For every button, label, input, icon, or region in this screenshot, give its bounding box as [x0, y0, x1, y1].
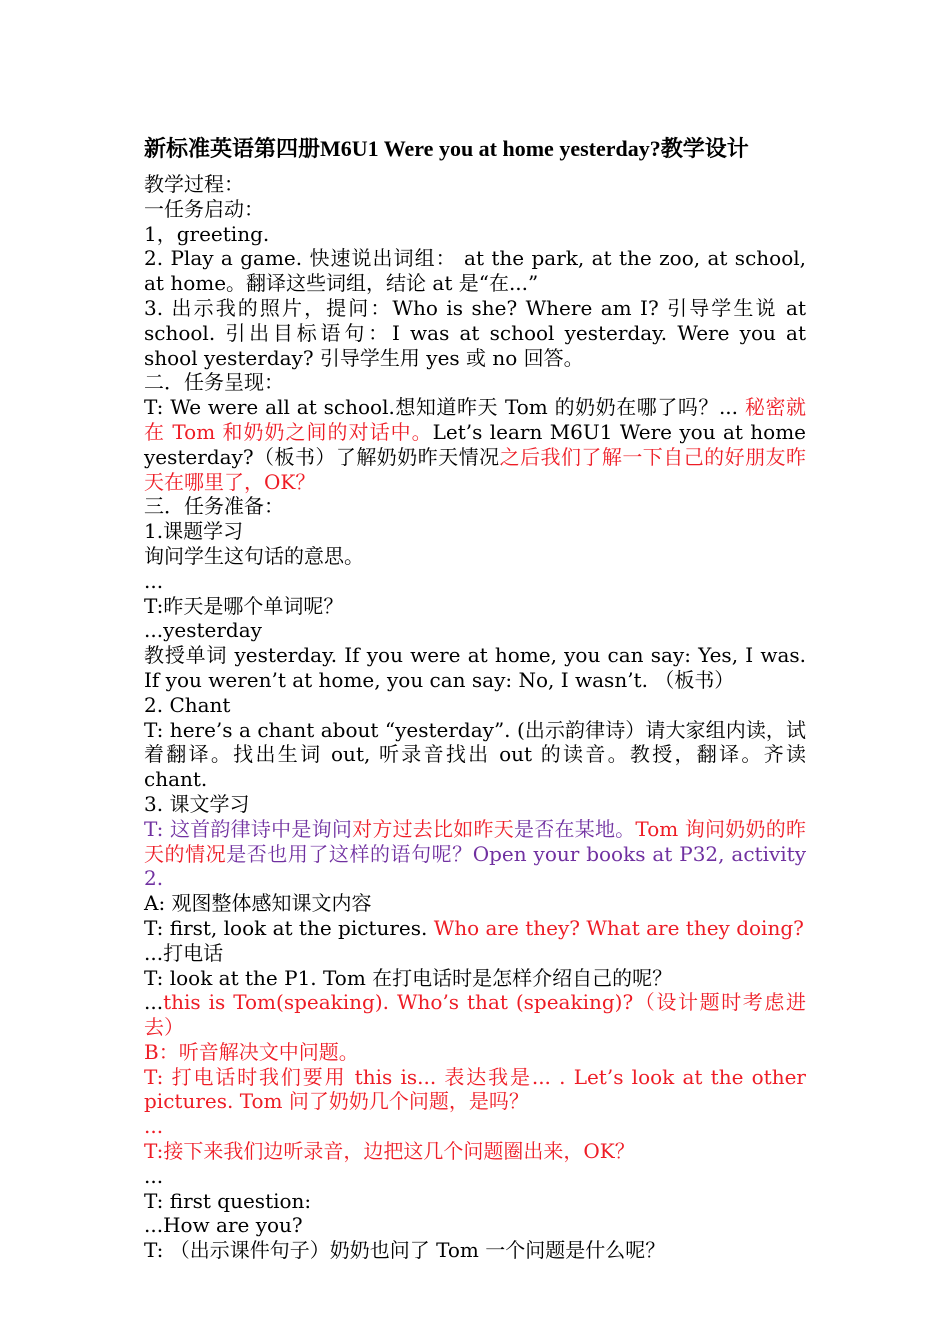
paragraph: [144, 693, 806, 718]
paragraph: [144, 891, 806, 916]
text-run: A: 观图整体感知课文内容: [144, 891, 372, 916]
text-run: T: look at the P1. Tom 在打电话时是怎样介绍自己的呢？: [144, 965, 673, 990]
text-run: ...: [144, 1114, 164, 1139]
text-run: T: first question:: [144, 1188, 312, 1213]
text-run: 1.课题学习: [144, 519, 244, 544]
text-run: 1，greeting.: [144, 221, 270, 246]
text-run: 3. 课文学习: [144, 791, 250, 816]
paragraph: [144, 519, 806, 544]
paragraph: [144, 395, 806, 494]
paragraph: [144, 1189, 806, 1214]
paragraph: [144, 1065, 806, 1115]
text-run: B：听音解决文中问题。: [144, 1039, 359, 1064]
text-run: 是否也用了这样的语句呢？Open your books at P32, activity 2.: [144, 841, 807, 891]
text-run: 一任务启动：: [144, 196, 264, 221]
paragraph: [144, 494, 806, 519]
text-run: 教授单词 yesterday. If you were at home, you can say: Yes, I was. If you weren’t at home, you can say: No, I wasn’t. （板书）: [144, 643, 806, 692]
text-run: ...: [144, 568, 164, 593]
text-run: ...: [144, 990, 164, 1015]
text-run: 询问学生这句话的意思。: [144, 543, 364, 568]
text-run: ...: [144, 1163, 164, 1188]
text-run: 教学过程：: [144, 172, 244, 196]
paragraph: [144, 1040, 806, 1065]
text-run: 三．任务准备：: [144, 494, 284, 519]
paragraph: [144, 594, 806, 619]
paragraph: [144, 222, 806, 247]
paragraph: [144, 544, 806, 569]
text-run: 对方过去比如昨天: [352, 816, 514, 841]
text-run: 2. Play a game. 快速说出词组： at the park, at the zoo, at school, at home。翻译这些词组，结论 at 是“在...”: [144, 246, 806, 296]
paragraph: [144, 197, 806, 222]
paragraph: [144, 718, 806, 792]
paragraph: [144, 296, 806, 370]
paragraph: [144, 817, 806, 891]
paragraph: [144, 1213, 806, 1238]
paragraph: [144, 643, 806, 693]
paragraph: [144, 792, 806, 817]
paragraph: [144, 172, 806, 197]
text-run: Tom 询问奶奶的昨天的情况: [144, 816, 806, 866]
paragraph: [144, 1238, 806, 1263]
paragraph: [144, 916, 806, 941]
text-run: 2. Chant: [144, 692, 231, 717]
text-run: 秘密就在 Tom 和奶奶之间的对话中。: [144, 395, 806, 444]
paragraph: [144, 1114, 806, 1139]
paragraph: [144, 246, 806, 296]
text-run: T:昨天是哪个单词呢？: [144, 593, 344, 618]
text-run: T: here’s a chant about “yesterday”. (出示韵律诗）请大家组内读，试着翻译。找出生词 out, 听录音找出 out 的读音。教授，翻译。齐读 chant.: [144, 717, 806, 792]
text-run: T: 打电话时我们要用 this is... 表达我是... . Let’s look at the other pictures. Tom 问了奶奶几个问题，是吗？: [144, 1064, 806, 1114]
document-title: 新标准英语第四册M6U1 Were you at home yesterday?教学设计: [144, 136, 749, 161]
text-run: 之后我们了解一下自己的好朋友昨天在哪里了，OK？: [144, 444, 806, 494]
text-run: 3. 出示我的照片，提问：Who is she? Where am I? 引导学生说 at school. 引出目标语句：I was at school yesterday. Were you at shool yesterday? 引导学生用 yes 或 no 回答。: [144, 295, 806, 370]
paragraph: [144, 990, 806, 1040]
text-run: T: first, look at the pictures.: [144, 915, 434, 940]
document-body: [144, 172, 806, 1263]
text-run: ...打电话: [144, 940, 224, 965]
document-page: [144, 134, 806, 1263]
paragraph: [144, 941, 806, 966]
text-run: this is Tom(speaking). Who’s that (speaking)?（设计题时考虑进去）: [144, 990, 806, 1040]
text-run: 二．任务呈现：: [144, 370, 284, 395]
paragraph: [144, 1139, 806, 1164]
paragraph: [144, 966, 806, 991]
paragraph: [144, 1164, 806, 1189]
text-run: 是否在某地。: [514, 816, 636, 841]
paragraph: [144, 569, 806, 594]
text-run: Who are they? What are they doing?: [433, 915, 804, 940]
text-run: T: 这首韵律诗中是询问: [144, 816, 353, 841]
paragraph: [144, 370, 806, 395]
paragraph: [144, 618, 806, 643]
text-run: ...yesterday: [144, 618, 262, 643]
text-run: T: We were all at school.想知道昨天 Tom 的奶奶在哪了吗？...: [144, 395, 745, 420]
text-run: Let’s learn M6U1 Were you at home yesterday?（板书）了解奶奶昨天情况: [144, 419, 806, 469]
text-run: ...How are you?: [144, 1213, 303, 1238]
text-run: T: （出示课件句子）奶奶也问了 Tom 一个问题是什么呢？: [144, 1238, 666, 1263]
text-run: T:接下来我们边听录音，边把这几个问题圈出来，OK？: [144, 1139, 635, 1164]
